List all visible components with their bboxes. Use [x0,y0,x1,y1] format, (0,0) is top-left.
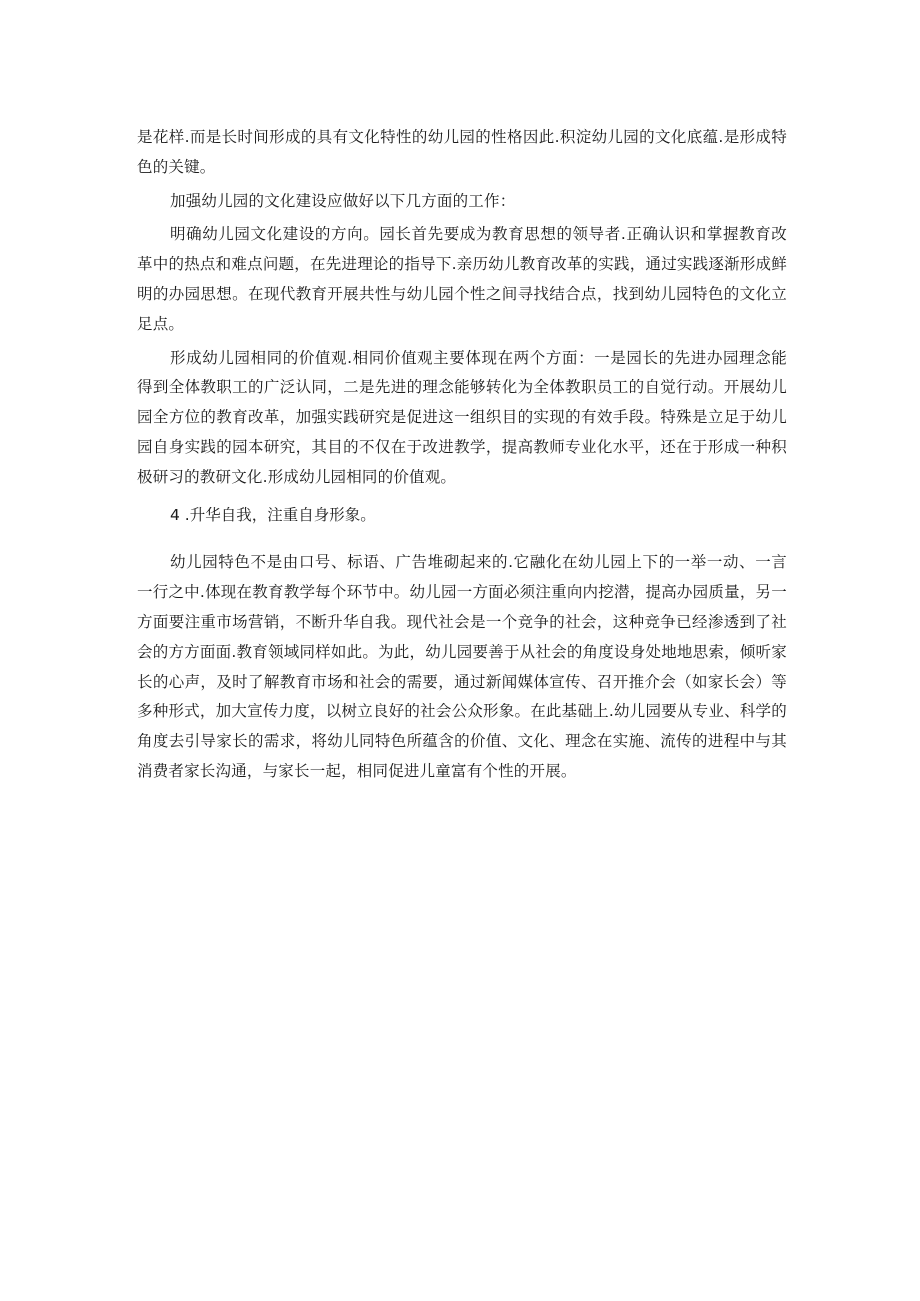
paragraph-values: 形成幼儿园相同的价值观.相同价值观主要体现在两个方面：一是园长的先进办园理念能得到全体教职工的广泛认同，二是先进的理念能够转化为全体教职员工的自觉行动。开展幼儿园全方位的教育改革，加强实践研究是促进这一组织目的实现的有效手段。特殊是立足于幼儿园自身实践的园本研究，其目的不仅在于改进教学，提高教师专业化水平，还在于形成一种积极研习的教研文化.形成幼儿园相同的价值观。 [137,348,787,486]
paragraph-image: 幼儿园特色不是由口号、标语、广告堆砌起来的.它融化在幼儿园上下的一举一动、一言一行之中.体现在教育教学每个环节中。幼儿园一方面必须注重向内挖潜，提高办园质量，另一方面要注重市场营销，不断升华自我。现代社会是一个竞争的社会，这种竞争已经渗透到了社会的方方面面.教育领域同样如此。为此，幼儿园要善于从社会的角度设身处地地思索，倾听家长的心声，及时了解教育市场和社会的需要，通过新闻媒体宣传、召开推介会（如家长会）等多种形式，加大宣传力度，以树立良好的社会公众形象。在此基础上.幼儿园要从专业、科学的角度去引导家长的需求，将幼儿同特色所蕴含的价值、文化、理念在实施、流传的进程中与其消费者家长沟通，与家长一起，相同促进儿童富有个性的开展。 [137,553,787,780]
document-body [137,123,787,787]
section-heading: 4 .升华自我，注重自身形象。 [170,505,376,524]
paragraph-direction: 明确幼儿园文化建设的方向。园长首先要成为教育思想的领导者.正确认识和掌握教育改革中的热点和难点问题，在先进理论的指导下.亲历幼儿教育改革的实践，通过实践逐渐形成鲜明的办园思想。在现代教育开展共性与幼儿园个性之间寻找结合点，找到幼儿园特色的文化立足点。 [137,225,787,333]
paragraph-continuation: 是花样.而是长时间形成的具有文化特性的幼儿园的性格因此.积淀幼儿园的文化底蕴.是形成特色的关键。 [137,128,787,176]
paragraph-intro: 加强幼儿园的文化建设应做好以下几方面的工作： [170,191,516,210]
